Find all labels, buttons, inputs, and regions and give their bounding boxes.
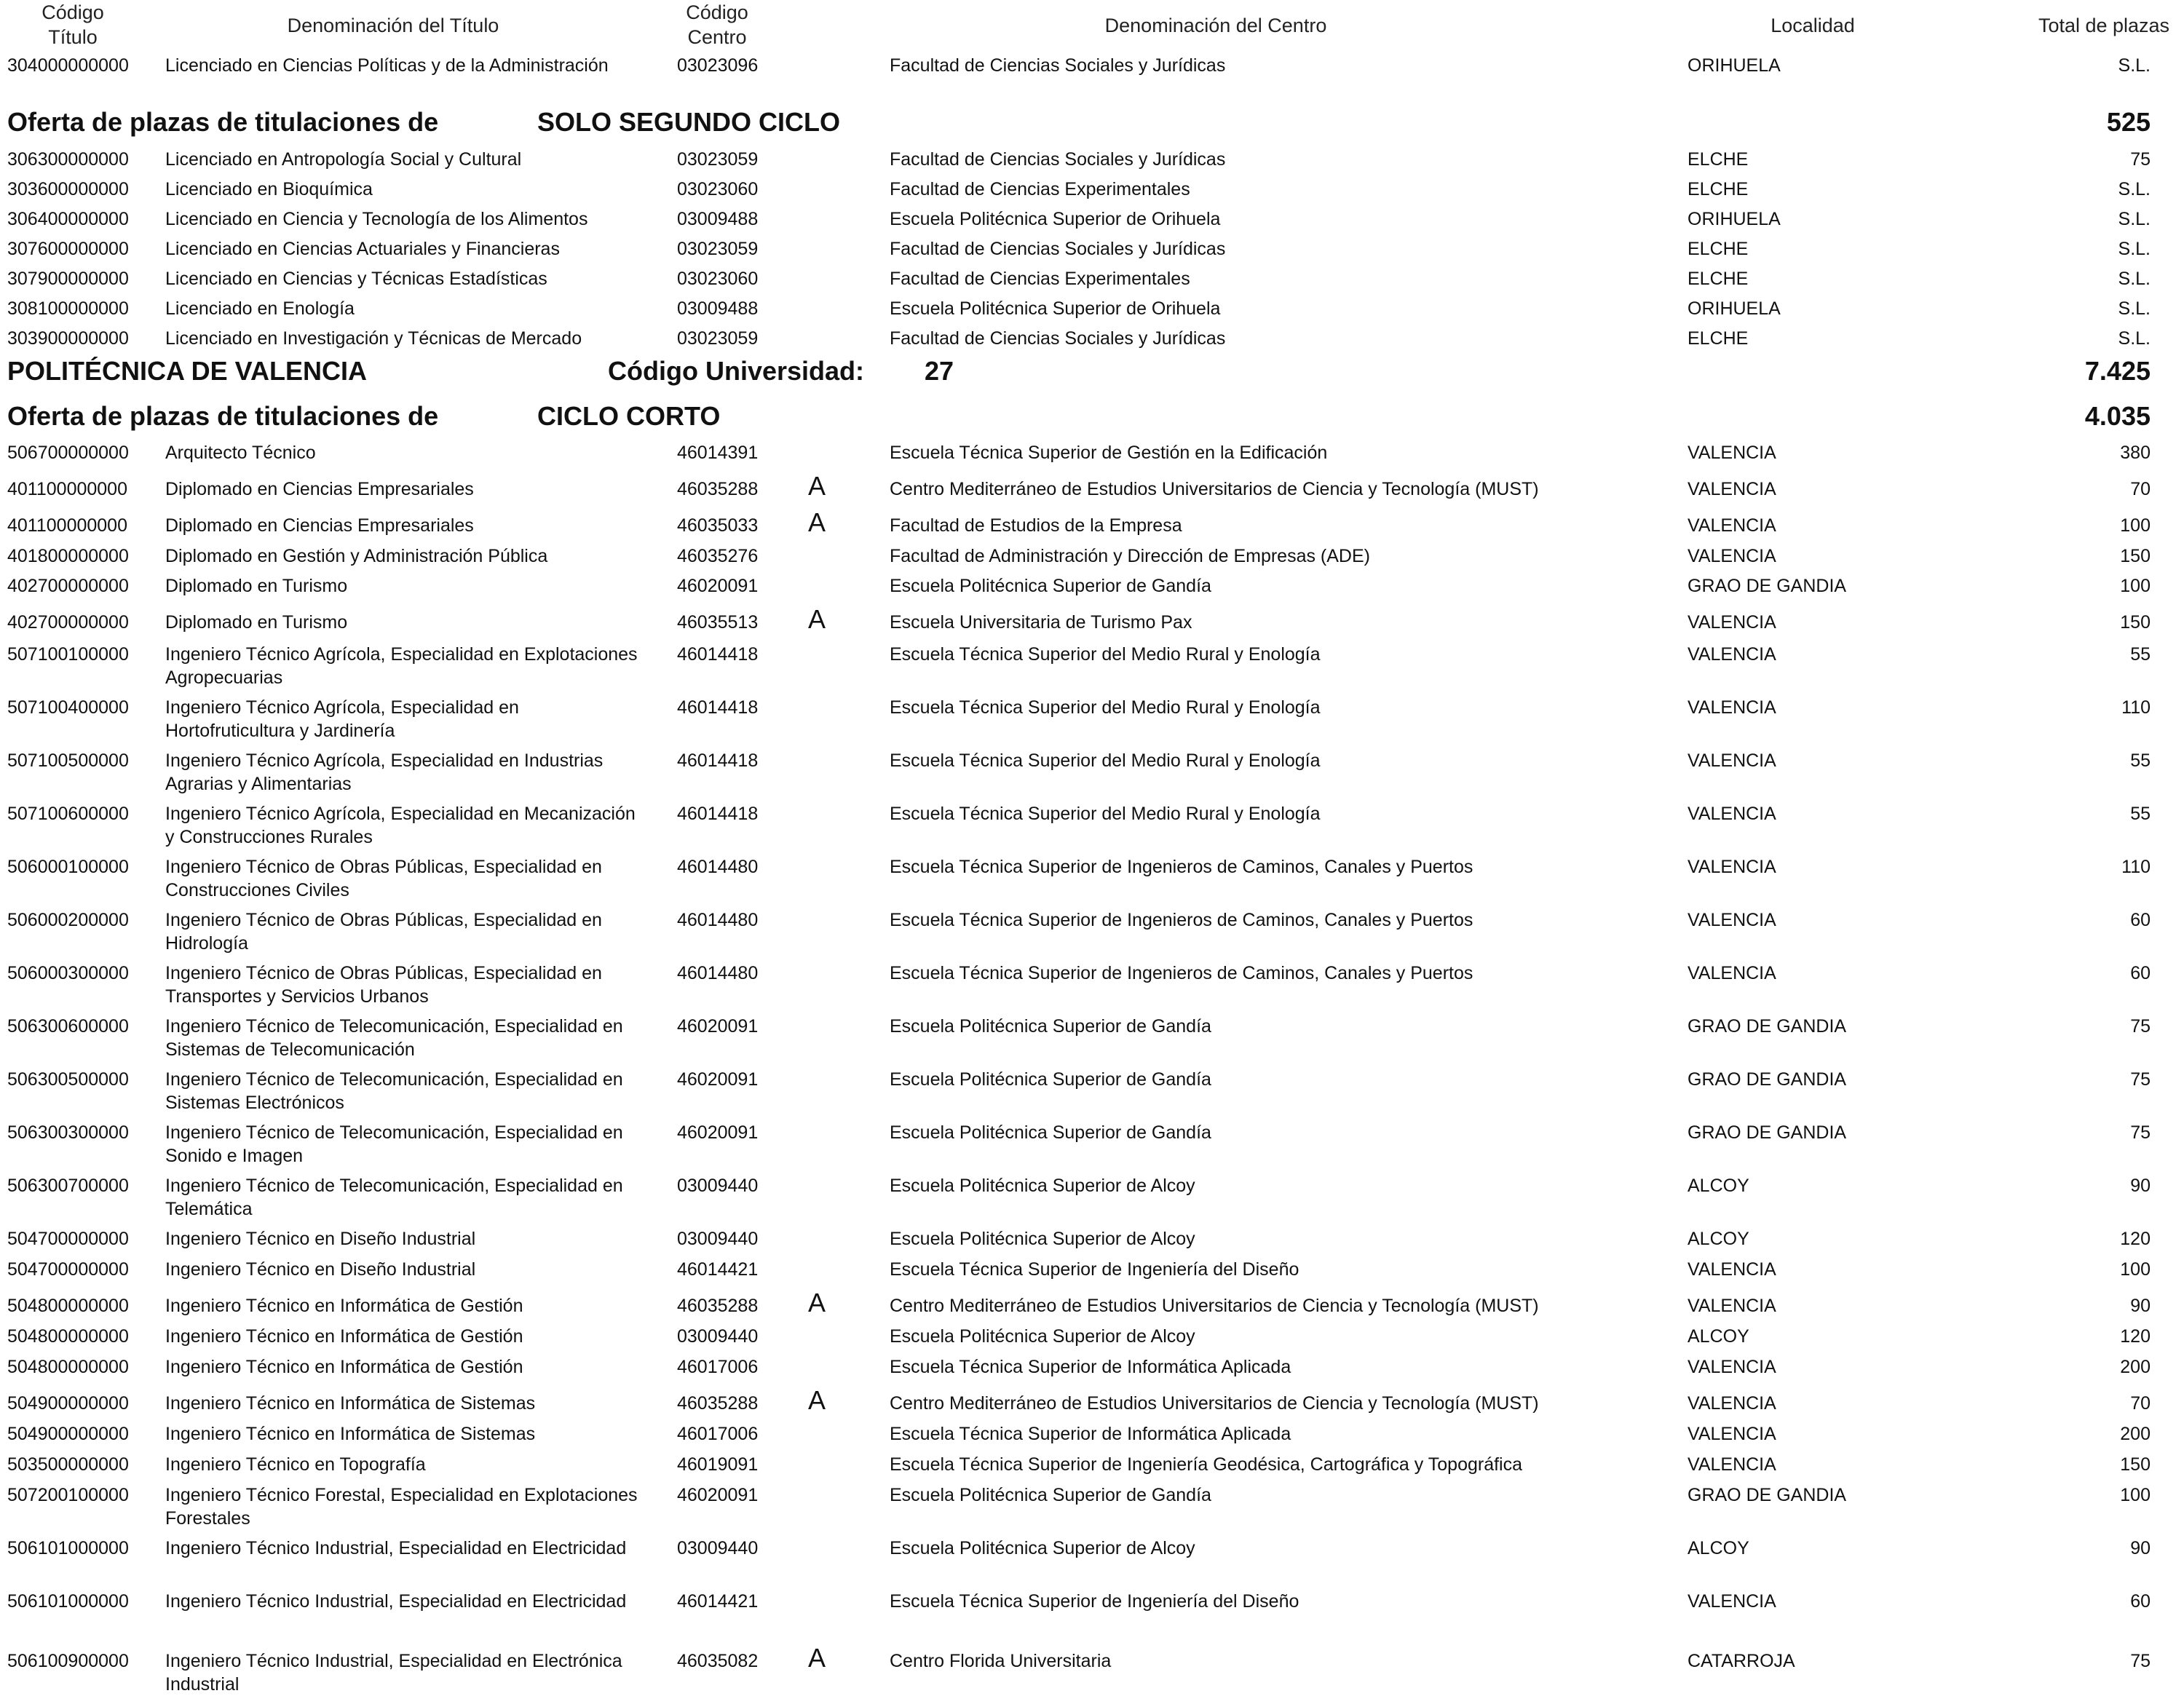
- total-plazas: S.L.: [2118, 239, 2151, 259]
- denominacion-titulo: Diplomado en Turismo: [165, 576, 348, 596]
- localidad: VALENCIA: [1688, 612, 1776, 633]
- localidad: VALENCIA: [1688, 1454, 1776, 1475]
- codigo-titulo: 507100100000: [7, 644, 129, 665]
- codigo-centro: 46014418: [677, 697, 759, 718]
- denominacion-centro: Escuela Técnica Superior de Gestión en la Edificación: [890, 443, 1328, 463]
- localidad: VALENCIA: [1688, 1296, 1776, 1316]
- localidad: ORIHUELA: [1688, 55, 1781, 76]
- codigo-titulo: 506300600000: [7, 1016, 129, 1037]
- section-segundo-ciclo-label: Oferta de plazas de titulaciones de: [7, 107, 439, 137]
- denominacion-centro: Facultad de Ciencias Experimentales: [890, 269, 1190, 289]
- localidad: VALENCIA: [1688, 479, 1776, 499]
- header-denominacion-centro: Denominación del Centro: [1104, 15, 1327, 36]
- codigo-centro: 46014480: [677, 910, 759, 930]
- denominacion-centro: Centro Mediterráneo de Estudios Universitarios de Ciencia y Tecnología (MUST): [890, 1393, 1539, 1414]
- codigo-titulo: 506000100000: [7, 857, 129, 877]
- codigo-titulo: 401800000000: [7, 546, 129, 566]
- codigo-centro: 46014418: [677, 750, 759, 771]
- codigo-centro: 46014418: [677, 804, 759, 824]
- codigo-titulo: 506000300000: [7, 963, 129, 983]
- codigo-titulo: 504700000000: [7, 1259, 129, 1280]
- denominacion-centro: Facultad de Estudios de la Empresa: [890, 515, 1182, 536]
- codigo-titulo: 401100000000: [7, 479, 127, 499]
- codigo-centro: 46020091: [677, 1016, 759, 1037]
- university-name: POLITÉCNICA DE VALENCIA: [7, 356, 368, 386]
- adscrito-marker: A: [808, 471, 826, 501]
- denominacion-centro: Escuela Técnica Superior de Ingeniería Geodésica, Cartográfica y Topográfica: [890, 1454, 1523, 1475]
- total-plazas: 55: [2130, 804, 2151, 824]
- total-plazas: 55: [2130, 644, 2151, 665]
- denominacion-centro: Escuela Politécnica Superior de Alcoy: [890, 1176, 1195, 1196]
- header-total-plazas: Total de plazas: [2038, 15, 2170, 36]
- localidad: VALENCIA: [1688, 443, 1776, 463]
- denominacion-centro: Facultad de Ciencias Sociales y Jurídicas: [890, 328, 1226, 349]
- denominacion-centro: Escuela Politécnica Superior de Alcoy: [890, 1326, 1195, 1347]
- denominacion-centro: Escuela Politécnica Superior de Gandía: [890, 1485, 1211, 1505]
- denominacion-titulo: Ingeniero Técnico en Informática de Sistemas: [165, 1393, 536, 1414]
- denominacion-titulo: Ingeniero Técnico de Obras Públicas, Especialidad en Hidrología: [165, 910, 602, 954]
- denominacion-titulo: Ingeniero Técnico en Informática de Gestión: [165, 1296, 523, 1316]
- total-plazas: 75: [2130, 1069, 2151, 1090]
- total-plazas: 75: [2130, 1016, 2151, 1037]
- codigo-centro: 46035276: [677, 546, 759, 566]
- codigo-titulo: 401100000000: [7, 515, 127, 536]
- codigo-centro: 03023059: [677, 328, 759, 349]
- total-plazas: 60: [2130, 963, 2151, 983]
- codigo-titulo: 507200100000: [7, 1485, 129, 1505]
- localidad: VALENCIA: [1688, 857, 1776, 877]
- denominacion-centro: Escuela Politécnica Superior de Alcoy: [890, 1538, 1195, 1558]
- codigo-titulo: 304000000000: [7, 55, 129, 76]
- codigo-titulo: 506700000000: [7, 443, 129, 463]
- denominacion-centro: Facultad de Ciencias Experimentales: [890, 179, 1190, 199]
- localidad: ALCOY: [1688, 1538, 1749, 1558]
- codigo-titulo: 307600000000: [7, 239, 129, 259]
- codigo-centro: 03009440: [677, 1176, 759, 1196]
- codigo-centro: 46019091: [677, 1454, 759, 1475]
- denominacion-titulo: Ingeniero Técnico Industrial, Especialidad en Electricidad: [165, 1591, 627, 1612]
- denominacion-titulo: Ingeniero Técnico de Telecomunicación, Especialidad en Sistemas Electrónicos: [165, 1069, 623, 1113]
- denominacion-titulo: Ingeniero Técnico en Diseño Industrial: [165, 1259, 476, 1280]
- codigo-titulo: 506100900000: [7, 1651, 129, 1671]
- denominacion-centro: Escuela Politécnica Superior de Orihuela: [890, 298, 1221, 319]
- denominacion-centro: Escuela Universitaria de Turismo Pax: [890, 612, 1192, 633]
- codigo-centro: 03023059: [677, 239, 759, 259]
- total-plazas: 75: [2130, 1122, 2151, 1143]
- denominacion-titulo: Diplomado en Gestión y Administración Pública: [165, 546, 548, 566]
- denominacion-centro: Facultad de Ciencias Sociales y Jurídicas: [890, 239, 1226, 259]
- localidad: ORIHUELA: [1688, 209, 1781, 229]
- localidad: VALENCIA: [1688, 1424, 1776, 1444]
- codigo-titulo: 506101000000: [7, 1591, 129, 1612]
- section-ciclo-corto-label: Oferta de plazas de titulaciones de: [7, 401, 439, 431]
- university-code: 27: [925, 356, 954, 386]
- localidad: VALENCIA: [1688, 804, 1776, 824]
- denominacion-centro: Escuela Técnica Superior de Ingenieros de Caminos, Canales y Puertos: [890, 857, 1473, 877]
- denominacion-centro: Centro Mediterráneo de Estudios Universitarios de Ciencia y Tecnología (MUST): [890, 479, 1539, 499]
- total-plazas: 60: [2130, 910, 2151, 930]
- denominacion-centro: Escuela Politécnica Superior de Gandía: [890, 1122, 1211, 1143]
- total-plazas: S.L.: [2118, 209, 2151, 229]
- denominacion-titulo: Licenciado en Ciencias Actuariales y Financieras: [165, 239, 560, 259]
- denominacion-titulo: Ingeniero Técnico de Obras Públicas, Especialidad en Transportes y Servicios Urbanos: [165, 963, 602, 1007]
- denominacion-centro: Escuela Técnica Superior de Ingeniería del Diseño: [890, 1259, 1299, 1280]
- codigo-centro: 03009488: [677, 298, 759, 319]
- codigo-titulo: 307900000000: [7, 269, 129, 289]
- total-plazas: S.L.: [2118, 298, 2151, 319]
- codigo-centro: 46035288: [677, 1393, 759, 1414]
- codigo-titulo: 506300300000: [7, 1122, 129, 1143]
- codigo-titulo: 506101000000: [7, 1538, 129, 1558]
- denominacion-titulo: Ingeniero Técnico en Topografía: [165, 1454, 426, 1475]
- codigo-centro: 46014480: [677, 857, 759, 877]
- denominacion-titulo: Ingeniero Técnico de Telecomunicación, Especialidad en Telemática: [165, 1176, 623, 1219]
- localidad: VALENCIA: [1688, 910, 1776, 930]
- adscrito-marker: A: [808, 507, 826, 537]
- codigo-centro: 03009440: [677, 1538, 759, 1558]
- localidad: ELCHE: [1688, 239, 1749, 259]
- denominacion-titulo: Ingeniero Técnico Industrial, Especialidad en Electrónica Industrial: [165, 1651, 622, 1695]
- total-plazas: 110: [2121, 857, 2151, 877]
- localidad: GRAO DE GANDIA: [1688, 1485, 1847, 1505]
- denominacion-centro: Escuela Técnica Superior de Ingeniería del Diseño: [890, 1591, 1299, 1612]
- denominacion-titulo: Ingeniero Técnico Agrícola, Especialidad en Hortofruticultura y Jardinería: [165, 697, 519, 741]
- codigo-centro: 46014421: [677, 1259, 759, 1280]
- section-ciclo-corto-type: CICLO CORTO: [537, 401, 721, 431]
- localidad: ELCHE: [1688, 149, 1749, 170]
- codigo-centro: 46020091: [677, 1122, 759, 1143]
- codigo-centro: 46035288: [677, 479, 759, 499]
- codigo-centro: 46020091: [677, 576, 759, 596]
- denominacion-titulo: Ingeniero Técnico Agrícola, Especialidad en Industrias Agrarias y Alimentarias: [165, 750, 604, 794]
- localidad: VALENCIA: [1688, 750, 1776, 771]
- total-plazas: 100: [2120, 515, 2151, 536]
- localidad: ALCOY: [1688, 1229, 1749, 1249]
- codigo-titulo: 507100500000: [7, 750, 129, 771]
- denominacion-titulo: Ingeniero Técnico de Telecomunicación, Especialidad en Sistemas de Telecomunicación: [165, 1016, 623, 1060]
- codigo-titulo: 504700000000: [7, 1229, 129, 1249]
- localidad: GRAO DE GANDIA: [1688, 1122, 1847, 1143]
- denominacion-titulo: Ingeniero Técnico en Diseño Industrial: [165, 1229, 476, 1249]
- codigo-centro: 46020091: [677, 1069, 759, 1090]
- denominacion-titulo: Diplomado en Ciencias Empresariales: [165, 479, 474, 499]
- codigo-centro: 03009440: [677, 1229, 759, 1249]
- localidad: ORIHUELA: [1688, 298, 1781, 319]
- codigo-titulo: 303900000000: [7, 328, 129, 349]
- denominacion-centro: Escuela Politécnica Superior de Gandía: [890, 1069, 1211, 1090]
- header-codigo-centro: Código Centro: [686, 1, 748, 48]
- denominacion-centro: Escuela Politécnica Superior de Gandía: [890, 576, 1211, 596]
- codigo-titulo: 306400000000: [7, 209, 129, 229]
- codigo-titulo: 308100000000: [7, 298, 129, 319]
- total-plazas: 90: [2130, 1296, 2151, 1316]
- total-plazas: 55: [2130, 750, 2151, 771]
- denominacion-centro: Escuela Técnica Superior de Ingenieros de Caminos, Canales y Puertos: [890, 963, 1473, 983]
- university-code-label: Código Universidad:: [608, 356, 865, 386]
- denominacion-centro: Escuela Técnica Superior del Medio Rural y Enología: [890, 804, 1321, 824]
- codigo-centro: 46020091: [677, 1485, 759, 1505]
- codigo-centro: 46014480: [677, 963, 759, 983]
- codigo-titulo: 402700000000: [7, 576, 129, 596]
- denominacion-centro: Facultad de Administración y Dirección de Empresas (ADE): [890, 546, 1370, 566]
- localidad: VALENCIA: [1688, 1393, 1776, 1414]
- header-codigo-titulo: Código Título: [41, 1, 104, 48]
- codigo-titulo: 504900000000: [7, 1424, 129, 1444]
- total-plazas: 100: [2120, 1259, 2151, 1280]
- total-plazas: 90: [2130, 1176, 2151, 1196]
- total-plazas: 150: [2120, 612, 2151, 633]
- total-plazas: 100: [2120, 1485, 2151, 1505]
- denominacion-centro: Centro Mediterráneo de Estudios Universitarios de Ciencia y Tecnología (MUST): [890, 1296, 1539, 1316]
- localidad: GRAO DE GANDIA: [1688, 576, 1847, 596]
- adscrito-marker: A: [808, 1643, 826, 1673]
- codigo-centro: 03009488: [677, 209, 759, 229]
- denominacion-centro: Escuela Técnica Superior del Medio Rural y Enología: [890, 644, 1321, 665]
- codigo-centro: 46017006: [677, 1357, 759, 1377]
- denominacion-titulo: Licenciado en Investigación y Técnicas de Mercado: [165, 328, 582, 349]
- codigo-centro: 03023096: [677, 55, 759, 76]
- codigo-centro: 03023060: [677, 179, 759, 199]
- codigo-titulo: 303600000000: [7, 179, 129, 199]
- codigo-centro: 03023060: [677, 269, 759, 289]
- localidad: VALENCIA: [1688, 546, 1776, 566]
- denominacion-centro: Escuela Técnica Superior del Medio Rural y Enología: [890, 750, 1321, 771]
- codigo-titulo: 507100600000: [7, 804, 129, 824]
- denominacion-titulo: Ingeniero Técnico de Obras Públicas, Especialidad en Construcciones Civiles: [165, 857, 602, 900]
- localidad: CATARROJA: [1688, 1651, 1795, 1671]
- codigo-titulo: 306300000000: [7, 149, 129, 170]
- denominacion-centro: Escuela Politécnica Superior de Gandía: [890, 1016, 1211, 1037]
- localidad: GRAO DE GANDIA: [1688, 1016, 1847, 1037]
- total-plazas: 120: [2120, 1229, 2151, 1249]
- total-plazas: S.L.: [2118, 179, 2151, 199]
- codigo-titulo: 504900000000: [7, 1393, 129, 1414]
- denominacion-centro: Escuela Técnica Superior de Informática Aplicada: [890, 1424, 1291, 1444]
- denominacion-titulo: Ingeniero Técnico Agrícola, Especialidad en Mecanización y Construcciones Rurales: [165, 804, 636, 847]
- denominacion-titulo: Ingeniero Técnico Forestal, Especialidad en Explotaciones Forestales: [165, 1485, 638, 1529]
- denominacion-titulo: Licenciado en Ciencias y Técnicas Estadísticas: [165, 269, 547, 289]
- denominacion-titulo: Licenciado en Ciencias Políticas y de la Administración: [165, 55, 609, 76]
- codigo-centro: 46014418: [677, 644, 759, 665]
- denominacion-centro: Escuela Técnica Superior de Ingenieros de Caminos, Canales y Puertos: [890, 910, 1473, 930]
- header-denominacion-titulo: Denominación del Título: [287, 15, 499, 36]
- denominacion-titulo: Ingeniero Técnico en Informática de Gestión: [165, 1326, 523, 1347]
- total-plazas: 110: [2121, 697, 2151, 718]
- total-plazas: S.L.: [2118, 328, 2151, 349]
- localidad: ALCOY: [1688, 1176, 1749, 1196]
- denominacion-titulo: Licenciado en Bioquímica: [165, 179, 373, 199]
- adscrito-marker: A: [808, 1385, 826, 1415]
- total-plazas: 200: [2120, 1357, 2151, 1377]
- localidad: ALCOY: [1688, 1326, 1749, 1347]
- localidad: VALENCIA: [1688, 963, 1776, 983]
- codigo-titulo: 402700000000: [7, 612, 129, 633]
- total-plazas: 60: [2130, 1591, 2151, 1612]
- total-plazas: 90: [2130, 1538, 2151, 1558]
- denominacion-centro: Escuela Técnica Superior del Medio Rural y Enología: [890, 697, 1321, 718]
- section-segundo-ciclo-type: SOLO SEGUNDO CICLO: [537, 107, 841, 137]
- denominacion-titulo: Licenciado en Ciencia y Tecnología de los Alimentos: [165, 209, 588, 229]
- denominacion-centro: Escuela Técnica Superior de Informática Aplicada: [890, 1357, 1291, 1377]
- total-plazas: 75: [2130, 149, 2151, 170]
- total-plazas: 150: [2120, 1454, 2151, 1475]
- localidad: ELCHE: [1688, 179, 1749, 199]
- codigo-titulo: 506300500000: [7, 1069, 129, 1090]
- denominacion-titulo: Diplomado en Ciencias Empresariales: [165, 515, 474, 536]
- total-plazas: 200: [2120, 1424, 2151, 1444]
- localidad: VALENCIA: [1688, 1591, 1776, 1612]
- denominacion-titulo: Licenciado en Enología: [165, 298, 355, 319]
- denominacion-titulo: Ingeniero Técnico en Informática de Gestión: [165, 1357, 523, 1377]
- codigo-titulo: 506300700000: [7, 1176, 129, 1196]
- denominacion-centro: Centro Florida Universitaria: [890, 1651, 1112, 1671]
- denominacion-centro: Escuela Politécnica Superior de Orihuela: [890, 209, 1221, 229]
- localidad: ELCHE: [1688, 269, 1749, 289]
- denominacion-centro: Escuela Politécnica Superior de Alcoy: [890, 1229, 1195, 1249]
- total-plazas: S.L.: [2118, 55, 2151, 76]
- localidad: ELCHE: [1688, 328, 1749, 349]
- codigo-centro: 46035513: [677, 612, 759, 633]
- codigo-titulo: 507100400000: [7, 697, 129, 718]
- denominacion-titulo: Ingeniero Técnico Industrial, Especialidad en Electricidad: [165, 1538, 627, 1558]
- codigo-centro: 46014391: [677, 443, 759, 463]
- codigo-centro: 46017006: [677, 1424, 759, 1444]
- localidad: VALENCIA: [1688, 515, 1776, 536]
- denominacion-centro: Facultad de Ciencias Sociales y Jurídicas: [890, 55, 1226, 76]
- codigo-centro: 03023059: [677, 149, 759, 170]
- total-plazas: 75: [2130, 1651, 2151, 1671]
- total-plazas: S.L.: [2118, 269, 2151, 289]
- adscrito-marker: A: [808, 1288, 826, 1317]
- total-plazas: 150: [2120, 546, 2151, 566]
- codigo-centro: 46035082: [677, 1651, 759, 1671]
- localidad: VALENCIA: [1688, 644, 1776, 665]
- adscrito-marker: A: [808, 604, 826, 634]
- localidad: VALENCIA: [1688, 697, 1776, 718]
- codigo-titulo: 503500000000: [7, 1454, 129, 1475]
- total-plazas: 120: [2120, 1326, 2151, 1347]
- codigo-titulo: 506000200000: [7, 910, 129, 930]
- total-plazas: 70: [2130, 479, 2151, 499]
- codigo-titulo: 504800000000: [7, 1296, 129, 1316]
- denominacion-titulo: Ingeniero Técnico Agrícola, Especialidad en Explotaciones Agropecuarias: [165, 644, 638, 688]
- total-plazas: 70: [2130, 1393, 2151, 1414]
- denominacion-titulo: Ingeniero Técnico en Informática de Sistemas: [165, 1424, 536, 1444]
- university-total: 7.425: [2084, 356, 2151, 386]
- denominacion-titulo: Diplomado en Turismo: [165, 612, 348, 633]
- total-plazas: 100: [2120, 576, 2151, 596]
- codigo-centro: 46014421: [677, 1591, 759, 1612]
- localidad: GRAO DE GANDIA: [1688, 1069, 1847, 1090]
- localidad: VALENCIA: [1688, 1357, 1776, 1377]
- denominacion-titulo: Ingeniero Técnico de Telecomunicación, Especialidad en Sonido e Imagen: [165, 1122, 623, 1166]
- section-ciclo-corto-total: 4.035: [2084, 401, 2151, 431]
- total-plazas: 380: [2120, 443, 2151, 463]
- codigo-centro: 46035288: [677, 1296, 759, 1316]
- denominacion-titulo: Licenciado en Antropología Social y Cultural: [165, 149, 522, 170]
- codigo-centro: 03009440: [677, 1326, 759, 1347]
- denominacion-titulo: Arquitecto Técnico: [165, 443, 316, 463]
- codigo-titulo: 504800000000: [7, 1357, 129, 1377]
- denominacion-centro: Facultad de Ciencias Sociales y Jurídicas: [890, 149, 1226, 170]
- codigo-centro: 46035033: [677, 515, 759, 536]
- localidad: VALENCIA: [1688, 1259, 1776, 1280]
- section-segundo-ciclo-total: 525: [2106, 107, 2151, 137]
- codigo-titulo: 504800000000: [7, 1326, 129, 1347]
- header-localidad: Localidad: [1770, 15, 1855, 36]
